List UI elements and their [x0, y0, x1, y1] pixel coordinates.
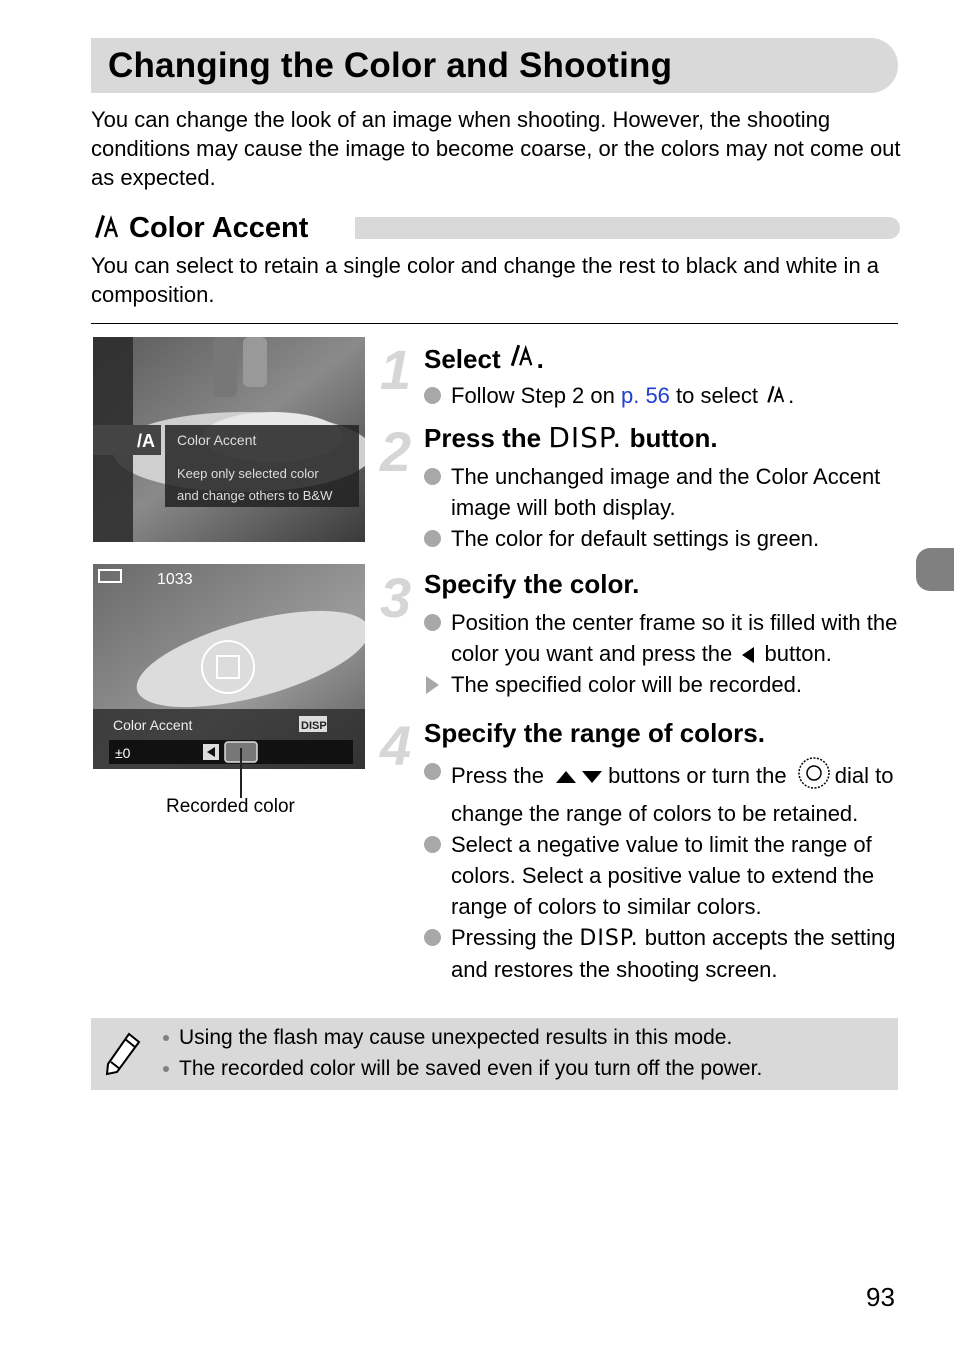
note-box — [91, 1018, 898, 1090]
up-down-arrows-icon — [554, 762, 604, 793]
menu-desc-2: and change others to B&W — [177, 488, 333, 503]
section-title: Color Accent — [129, 211, 309, 244]
bullet-icon — [163, 1066, 169, 1072]
section-description: You can select to retain a single color and change the rest to black and white in a composition. — [91, 253, 880, 307]
divider — [91, 323, 898, 324]
bullet-icon — [424, 763, 441, 780]
intro-paragraph: You can change the look of an image when shooting. However, the shooting conditions may cause the image to become coarse, or the colors may not come out as expected. — [91, 107, 901, 190]
bullet-icon — [424, 387, 441, 404]
result-arrow-icon — [426, 676, 439, 694]
list-item: Position the center frame so it is filled with the color you want and press the button. — [424, 607, 904, 669]
image-caption: Recorded color — [166, 796, 295, 817]
screen-label: Color Accent — [113, 717, 193, 733]
list-item: The unchanged image and the Color Accent image will both display. — [424, 461, 904, 523]
bullet-icon — [424, 614, 441, 631]
list-item: The color for default settings is green. — [424, 523, 904, 554]
page-title: Changing the Color and Shooting — [108, 46, 673, 85]
step-3-bullets — [424, 607, 904, 700]
section-heading — [91, 210, 308, 246]
step-number-4: 4 — [380, 714, 412, 777]
svg-text:/A: /A — [137, 431, 155, 451]
camera-shooting-screenshot — [93, 564, 365, 769]
step-number-2: 2 — [380, 420, 412, 483]
section-bar — [355, 217, 900, 239]
callout-line — [240, 748, 242, 798]
bullet-icon — [163, 1035, 169, 1041]
step-3-title: Specify the color. — [424, 569, 640, 599]
color-accent-icon — [91, 211, 123, 246]
disp-label: DISP — [301, 720, 327, 732]
menu-desc-1: Keep only selected color — [177, 466, 319, 481]
note-item: Using the flash may cause unexpected results in this mode. — [163, 1022, 762, 1053]
menu-title: Color Accent — [177, 432, 257, 448]
page-link[interactable]: p. 56 — [620, 383, 670, 408]
list-item: Select a negative value to limit the range of colors. Select a positive value to extend the range of colors to similar colors. — [424, 829, 904, 922]
color-accent-icon — [764, 382, 788, 413]
note-item: The recorded color will be saved even if you turn off the power. — [163, 1053, 762, 1084]
disp-button-icon: DISP. — [548, 421, 623, 454]
step-2-bullets — [424, 461, 904, 554]
list-item: Follow Step 2 on p. 56 to select . — [424, 380, 904, 413]
control-dial-icon — [797, 756, 831, 798]
list-item: Pressing the DISP. button accepts the setting and restores the shooting screen. — [424, 922, 904, 985]
camera-menu-screenshot — [93, 337, 365, 542]
disp-button-icon: DISP. — [579, 926, 639, 951]
step-4-bullets — [424, 756, 904, 985]
color-accent-icon — [507, 341, 537, 376]
step-number-3: 3 — [380, 566, 412, 629]
range-value: ±0 — [115, 745, 131, 761]
note-list — [163, 1022, 762, 1084]
step-1-title: Select . — [424, 341, 544, 376]
list-item: The specified color will be recorded. — [424, 669, 904, 700]
bullet-icon — [424, 530, 441, 547]
step-2-title: Press the DISP. button. — [424, 421, 718, 454]
bullet-icon — [424, 468, 441, 485]
left-arrow-icon — [742, 647, 754, 663]
bullet-icon — [424, 929, 441, 946]
shots-remaining: 1033 — [157, 571, 193, 588]
step-1-bullets — [424, 380, 904, 413]
step-1-title-text: Select — [424, 343, 501, 374]
list-item: Press the buttons or turn the dial to change the range of colors to be retained. — [424, 756, 904, 829]
bullet-icon — [424, 836, 441, 853]
step-number-1: 1 — [380, 338, 412, 401]
chapter-tab — [916, 548, 954, 591]
page-number: 93 — [866, 1282, 895, 1312]
step-4-title: Specify the range of colors. — [424, 718, 765, 748]
pencil-icon — [105, 1032, 141, 1081]
